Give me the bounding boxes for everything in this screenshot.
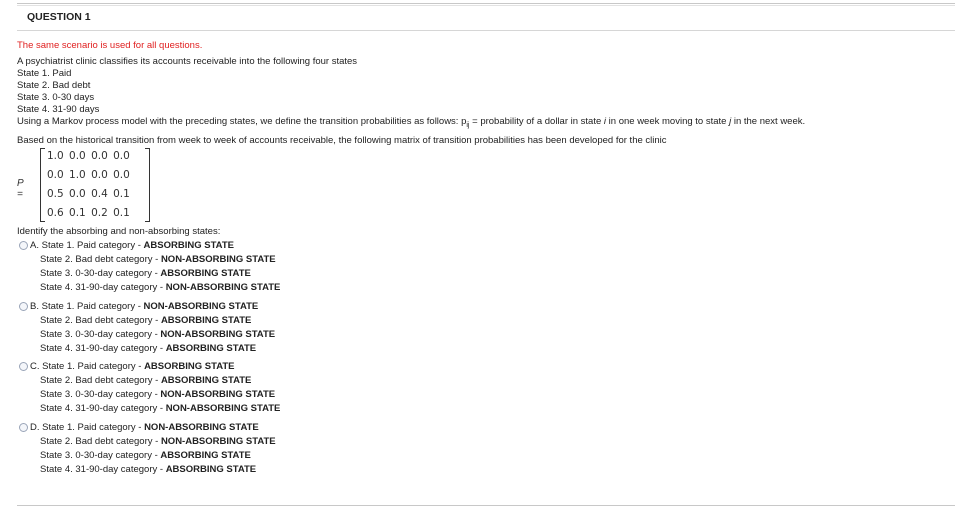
option-b-line-1-status: NON-ABSORBING STATE: [143, 301, 259, 312]
option-d-radio[interactable]: [19, 423, 28, 432]
option-a-line-2: [40, 254, 276, 265]
option-a-line-1-text: State 1. Paid category -: [41, 240, 144, 251]
identify-prompt: Identify the absorbing and non-absorbing states:: [17, 226, 221, 237]
intro-text: A psychiatrist clinic classifies its accounts receivable into the following four states: [17, 56, 358, 67]
option-d-line-2-status: NON-ABSORBING STATE: [160, 436, 276, 447]
option-c-line-4: [40, 403, 280, 414]
markov-subscript: ij: [466, 121, 470, 129]
option-a-line-3-status: ABSORBING STATE: [160, 268, 251, 279]
option-a-letter: A.: [30, 240, 39, 251]
option-d-line-4-status: ABSORBING STATE: [165, 464, 257, 475]
option-b-line-2: [40, 315, 251, 326]
option-d-line-4-text: State 4. 31-90-day category -: [40, 464, 166, 475]
option-b-line-3-text: State 3. 0-30-day category -: [40, 329, 161, 340]
matrix-row-4: 0.6 0.1 0.2 0.1: [47, 207, 130, 219]
option-b-line-1[interactable]: [30, 301, 258, 312]
header-divider: [17, 30, 955, 31]
option-a-line-1-status: ABSORBING STATE: [143, 240, 234, 251]
option-a-line-2-text: State 2. Bad debt category -: [40, 254, 161, 265]
option-c-line-2-text: State 2. Bad debt category -: [40, 375, 161, 386]
option-d-line-1[interactable]: [30, 422, 259, 433]
option-a-line-3: [40, 268, 251, 279]
markov-middle: = probability of a dollar in state: [469, 116, 604, 127]
option-b-line-3: [40, 329, 275, 340]
option-d-line-2: [40, 436, 276, 447]
option-a-line-2-status: NON-ABSORBING STATE: [160, 254, 276, 265]
matrix-row-1: 1.0 0.0 0.0 0.0: [47, 150, 130, 162]
state-line-3: State 3. 0-30 days: [17, 92, 95, 103]
option-c-line-3-text: State 3. 0-30-day category -: [40, 389, 161, 400]
option-c-line-2: [40, 375, 251, 386]
matrix-row-2: 0.0 1.0 0.0 0.0: [47, 169, 130, 181]
option-a-line-3-text: State 3. 0-30-day category -: [40, 268, 161, 279]
question-title: QUESTION 1: [27, 11, 91, 23]
option-b-radio[interactable]: [19, 302, 28, 311]
top-divider: [17, 3, 955, 4]
option-d-line-1-status: NON-ABSORBING STATE: [144, 422, 259, 433]
option-b-line-4-text: State 4. 31-90-day category -: [40, 343, 166, 354]
bottom-divider: [17, 505, 955, 506]
option-c-line-1[interactable]: [30, 361, 235, 372]
option-d-letter: D.: [30, 422, 40, 433]
option-c-line-1-status: ABSORBING STATE: [144, 361, 235, 372]
option-d-line-4: [40, 464, 256, 475]
option-d-line-3-text: State 3. 0-30-day category -: [40, 450, 161, 461]
option-d-line-3-status: ABSORBING STATE: [160, 450, 251, 461]
option-c-line-3: [40, 389, 275, 400]
option-c-line-3-status: NON-ABSORBING STATE: [160, 389, 276, 400]
state-line-4: State 4. 31-90 days: [17, 104, 100, 115]
option-b-line-4: [40, 343, 256, 354]
matrix-row-3: 0.5 0.0 0.4 0.1: [47, 188, 130, 200]
option-a-line-4-status: NON-ABSORBING STATE: [165, 282, 281, 293]
option-d-line-3: [40, 450, 251, 461]
option-a-line-4-text: State 4. 31-90-day category -: [40, 282, 166, 293]
state-line-2: State 2. Bad debt: [17, 80, 91, 91]
option-a-line-4: [40, 282, 280, 293]
option-c-line-4-status: NON-ABSORBING STATE: [165, 403, 281, 414]
markov-after: in the next week.: [731, 116, 806, 127]
option-b-letter: B.: [30, 301, 39, 312]
option-c-line-2-status: ABSORBING STATE: [160, 375, 252, 386]
matrix-left-bracket: [40, 148, 45, 222]
option-c-radio[interactable]: [19, 362, 28, 371]
option-c-line-1-text: State 1. Paid category -: [42, 361, 145, 372]
option-b-line-4-status: ABSORBING STATE: [165, 343, 257, 354]
markov-before: Using a Markov process model with the preceding states, we define the transition probabilities as follows: p: [17, 116, 467, 127]
option-a-radio[interactable]: [19, 241, 28, 250]
option-b-line-2-status: ABSORBING STATE: [160, 315, 252, 326]
markov-i: i: [603, 116, 607, 127]
option-a-line-1[interactable]: [30, 240, 234, 251]
historical-text: Based on the historical transition from week to week of accounts receivable, the following matrix of transition probabilities has been developed for the clinic: [17, 135, 667, 146]
markov-middle2: in one week moving to state: [606, 116, 730, 127]
matrix-right-bracket: [145, 148, 150, 222]
top-divider-secondary: [17, 5, 955, 6]
option-d-line-1-text: State 1. Paid category -: [42, 422, 145, 433]
option-d-line-2-text: State 2. Bad debt category -: [40, 436, 161, 447]
markov-j: j: [729, 116, 732, 127]
option-b-line-2-text: State 2. Bad debt category -: [40, 315, 161, 326]
matrix-label: P =: [17, 178, 24, 200]
state-line-1: State 1. Paid: [17, 68, 72, 79]
scenario-note: The same scenario is used for all questions.: [17, 40, 203, 51]
option-c-letter: C.: [30, 361, 40, 372]
option-b-line-1-text: State 1. Paid category -: [41, 301, 144, 312]
option-c-line-4-text: State 4. 31-90-day category -: [40, 403, 166, 414]
markov-definition: [17, 116, 805, 129]
option-b-line-3-status: NON-ABSORBING STATE: [160, 329, 276, 340]
